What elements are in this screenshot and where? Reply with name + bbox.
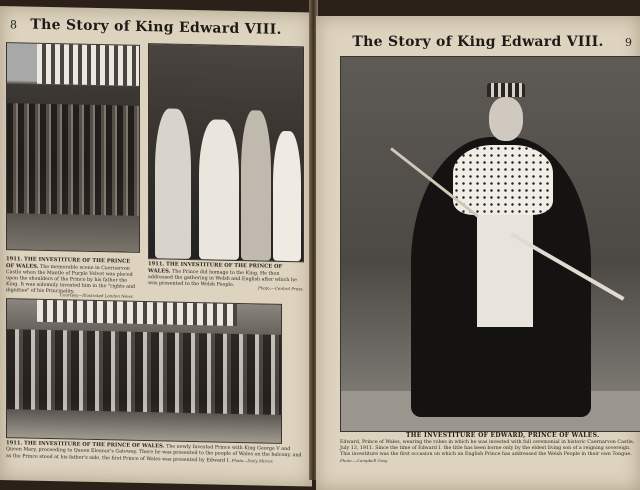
awning-graphic: [37, 300, 237, 326]
awning-graphic: [37, 44, 139, 86]
photo-prince-in-robes: [340, 56, 640, 432]
caption-bottom: 1911. THE INVESTITURE OF THE PRINCE OF WALES. The newly Invested Prince with King George V and Queen Mary, proceeding to Queen Eleanor's Gateway. There he was presented to the people of Wales on the balcony, and as the Prince stood at his father's side, the first Prince of Wales was presented by Edward I. Photo—Daily Mirror.: [6, 440, 302, 464]
credit-top-left: Courtesy—Illustrated London News.: [60, 292, 134, 299]
left-page: [0, 6, 312, 487]
page-number: 8: [10, 18, 17, 32]
crowd-graphic: [7, 329, 281, 415]
credit-top-right: Photo.—Central Press.: [258, 285, 304, 292]
crowd-graphic: [7, 103, 139, 216]
page-number: 9: [625, 36, 632, 49]
credit: Photo.—Campbell Gray.: [340, 458, 388, 463]
coronet-icon: [487, 83, 525, 97]
caption-title: THE INVESTITURE OF EDWARD, PRINCE OF WALES.: [406, 432, 600, 439]
face-graphic: [489, 97, 523, 141]
caption-top-left: 1911. THE INVESTITURE OF THE PRINCE OF WALES. The memorable scene in Caernarvon Castle when the Mantle of Purple Velvet was placed upon the shoulders of the Prince by his father the King. It was solemnly invested him in the "rights and dignities" of his Principality.: [6, 256, 136, 295]
running-head: The Story of King Edward VIII.: [352, 34, 604, 50]
credit-bottom: Photo—Daily Mirror.: [231, 457, 274, 464]
ermine-cape-graphic: [453, 145, 553, 215]
photo-castle-crowd: [6, 42, 140, 253]
photo-queen-eleanor-gateway: [6, 298, 282, 444]
tunic-graphic: [477, 207, 533, 327]
caption-top-right: 1911. THE INVESTITURE OF THE PRINCE OF WALES. The Prince did homage to the King. He then addressed the gathering in Welsh and English after which he was presented to the Welsh People.: [148, 261, 297, 288]
caption-body: Edward, Prince of Wales, wearing the robes in which he was invested with full ceremonial in historic Caernarvon Castle, July 13, 1911. Since the time of Edward I. the title has been borne only by the eldest living son of a reigning sovereign. This investiture was the first occasion on which an English Prince has addressed the Welsh People in their own Tongue. Photo.—Campbell Gray.: [340, 440, 635, 463]
photo-royal-procession: [148, 43, 304, 262]
right-page: [316, 16, 640, 490]
running-head: The Story of King Edward VIII.: [30, 16, 282, 38]
